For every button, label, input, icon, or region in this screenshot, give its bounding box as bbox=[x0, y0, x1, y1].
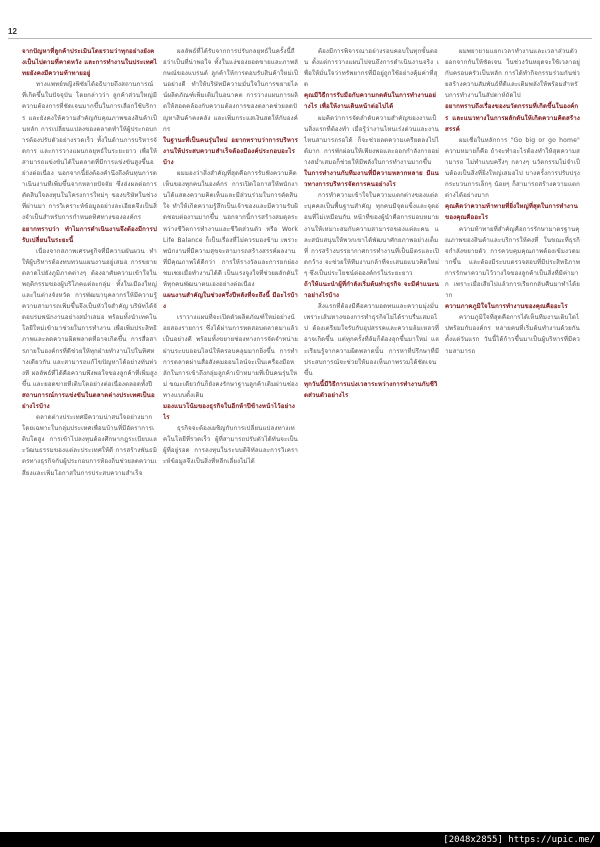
image-host-credit: [2048x2855] https://upic.me/ bbox=[443, 835, 595, 845]
article-paragraph: ต้องมีการพิจารณาอย่างรอบคอบในทุกขั้นตอน ตั้งแต่การวางแผนไปจนถึงการดำเนินงานจริง เพื่อให้มั่นใจว่าทรัพยากรที่มีอยู่ถูกใช้อย่างคุ้มค่าที่สุด bbox=[304, 48, 439, 89]
interview-question: สถานการณ์การแข่งขันในตลาดต่างประเทศเป็นอย่างไรบ้าง bbox=[22, 391, 155, 410]
interview-question: อยากทราบถึงเรื่องของนวัตกรรมที่เกิดขึ้นในองค์กร และแนวทางในการผลักดันให้เกิดความคิดสร้างสรรค์ bbox=[445, 103, 580, 133]
article-column-1 bbox=[22, 46, 157, 829]
article-paragraph: ผมเชื่อในหลักการ "Go big or go home" ความหมายก็คือ ถ้าจะทำอะไรต้องทำให้สุดความสามารถ ไม่ทำแบบครึ่งๆ กลางๆ นวัตกรรมไม่จำเป็นต้องเป็นสิ่งที่ยิ่งใหญ่เสมอไป บางครั้งการปรับปรุงกระบวนการเล็กๆ น้อยๆ ก็สามารถสร้างความแตกต่างได้อย่างมาก bbox=[445, 136, 580, 200]
interview-question: ทุกวันนี้มีวิธีการแบ่งเวลาระหว่างการทำงานกับชีวิตส่วนตัวอย่างไร bbox=[304, 380, 438, 399]
interview-question: อยากทราบว่า ทำไมการดำเนินงานจึงต้องมีการปรับเปลี่ยนในระยะนี้ bbox=[22, 225, 157, 244]
article-paragraph: ความภูมิใจที่สุดคือการได้เห็นทีมงานเติบโตไปพร้อมกับองค์กร หลายคนที่เริ่มต้นทำงานด้วยกันตั้งแต่วันแรก วันนี้ได้ก้าวขึ้นมาเป็นผู้บริหารที่มีความสามารถ bbox=[445, 314, 580, 355]
article-paragraph: การทำความเข้าใจในความแตกต่างของแต่ละบุคคลเป็นพื้นฐานสำคัญ ทุกคนมีจุดแข็งและจุดอ่อนที่ไม่เหมือนกัน หน้าที่ของผู้นำคือการมอบหมายงานให้เหมาะสมกับความสามารถของแต่ละคน และสนับสนุนให้พวกเขาได้พัฒนาศักยภาพอย่างเต็มที่ การสร้างบรรยากาศการทำงานที่เป็นมิตรและเปิดกว้าง จะช่วยให้ทีมงานกล้าที่จะเสนอแนวคิดใหม่ๆ ซึ่งเป็นประโยชน์ต่อองค์กรในระยะยาว bbox=[304, 192, 439, 277]
article-paragraph: ผลลัพธ์ที่ได้รับจากการปรับกลยุทธ์ในครั้งนี้ถือว่าเป็นที่น่าพอใจ ทั้งในแง่ของยอดขายและภาพลักษณ์ของแบรนด์ ลูกค้าให้การตอบรับสินค้าใหม่เป็นอย่างดี ทำให้บริษัทมีความมั่นใจในการขยายไลน์ผลิตภัณฑ์เพิ่มเติมในอนาคต การวางแผนการผลิตให้สอดคล้องกับความต้องการของตลาดช่วยลดปัญหาสินค้าคงคลัง และเพิ่มกระแสเงินสดให้กับองค์กร bbox=[163, 48, 298, 133]
article-paragraph: ความท้าทายที่สำคัญคือการรักษามาตรฐานคุณภาพของสินค้าและบริการให้คงที่ ในขณะที่ธุรกิจกำลังขยายตัว การควบคุมคุณภาพต้องเข้มงวดมากขึ้น และต้องมีระบบตรวจสอบที่มีประสิทธิภาพ การรักษาความไว้วางใจของลูกค้าเป็นสิ่งที่มีค่ามาก เพราะเมื่อเสียไปแล้วการเรียกกลับคืนมาทำได้ยาก bbox=[445, 225, 580, 300]
header-rule bbox=[8, 38, 592, 39]
interview-question: จากปัญหาที่ลูกค้าประเมินโดยรวมว่าทุกอย่างยังคงเป็นไปตามที่คาดหวัง และการทำงานในประเทศไทยยังคงมีความท้าทายอยู่ bbox=[22, 48, 157, 78]
page-number: 12 bbox=[8, 27, 17, 36]
article-paragraph: ผมคิดว่าการจัดลำดับความสำคัญของงานเป็นสิ่งแรกที่ต้องทำ เมื่อรู้ว่างานไหนเร่งด่วนและงานไหนสามารถรอได้ ก็จะช่วยลดความเครียดลงไปได้มาก การพักผ่อนให้เพียงพอและออกกำลังกายอย่างสม่ำเสมอก็ช่วยให้มีพลังในการทำงานมากขึ้น bbox=[304, 114, 439, 166]
article-paragraph: ทางแพทย์หญิงพิชัยได้อธิบายถึงสถานการณ์ที่เกิดขึ้นในปัจจุบัน โดยกล่าวว่า ลูกค้าส่วนใหญ่มีความต้องการที่ชัดเจนมากขึ้นในการเลือกใช้บริการ และยังคงให้ความสำคัญกับคุณภาพของสินค้าเป็นหลัก การเปลี่ยนแปลงของตลาดทำให้ผู้ประกอบการต้องปรับตัวอย่างรวดเร็ว ทั้งในด้านการบริหารจัดการ และการวางแผนกลยุทธ์ในระยะยาว เพื่อให้สามารถแข่งขันได้ในตลาดที่มีการแข่งขันสูงขึ้นอย่างต่อเนื่อง นอกจากนี้ยังต้องคำนึงถึงต้นทุนการดำเนินงานที่เพิ่มขึ้นจากหลายปัจจัย ซึ่งส่งผลต่อการตัดสินใจลงทุนในโครงการใหม่ๆ ของบริษัทในช่วงที่ผ่านมา การวิเคราะห์ข้อมูลอย่างละเอียดจึงเป็นสิ่งจำเป็นสำหรับการกำหนดทิศทางขององค์กร bbox=[22, 81, 157, 222]
article-paragraph: สิ่งแรกที่ต้องมีคือความอดทนและความมุ่งมั่น เพราะเส้นทางของการทำธุรกิจไม่ได้ราบรื่นเสมอไป ต้องเตรียมใจรับกับอุปสรรคและความล้มเหลวที่อาจเกิดขึ้น แต่ทุกครั้งที่ล้มก็ต้องลุกขึ้นมาใหม่ และเรียนรู้จากความผิดพลาดนั้น การหาที่ปรึกษาที่มีประสบการณ์จะช่วยให้มองเห็นภาพรวมได้ชัดเจนขึ้น bbox=[304, 303, 439, 377]
article-column-4 bbox=[445, 46, 580, 829]
interview-question: ในการทำงานกับทีมงานที่มีความหลากหลาย มีแนวทางการบริหารจัดการคนอย่างไร bbox=[304, 170, 439, 189]
article-column-2 bbox=[163, 46, 298, 829]
interview-question: ความภาคภูมิใจในการทำงานของคุณคืออะไร bbox=[445, 303, 568, 311]
article-paragraph: ธุรกิจจะต้องเผชิญกับการเปลี่ยนแปลงทางเทคโนโลยีที่รวดเร็ว ผู้ที่สามารถปรับตัวได้ทันจะเป็นผู้ที่อยู่รอด การลงทุนในระบบดิจิทัลและการวิเคราะห์ข้อมูลจึงเป็นสิ่งที่หลีกเลี่ยงไม่ได้ bbox=[163, 425, 298, 466]
article-paragraph: ผมมองว่าสิ่งสำคัญที่สุดคือการรับฟังความคิดเห็นของทุกคนในองค์กร การเปิดโอกาสให้พนักงานได้แสดงความคิดเห็นและมีส่วนร่วมในการตัดสินใจ ทำให้เกิดความรู้สึกเป็นเจ้าของและมีความรับผิดชอบต่องานมากขึ้น นอกจากนี้การสร้างสมดุลระหว่างชีวิตการทำงานและชีวิตส่วนตัว หรือ Work Life Balance ก็เป็นเรื่องที่ไม่ควรมองข้าม เพราะพนักงานที่มีความสุขจะสามารถสร้างสรรค์ผลงานที่มีคุณภาพได้ดีกว่า การให้รางวัลและการยกย่องชมเชยเมื่อทำงานได้ดี เป็นแรงจูงใจที่ช่วยผลักดันให้ทุกคนพัฒนาตนเองอย่างต่อเนื่อง bbox=[163, 170, 298, 288]
article-paragraph: ผมพยายามแยกเวลาทำงานและเวลาส่วนตัวออกจากกันให้ชัดเจน ในช่วงวันหยุดจะใช้เวลาอยู่กับครอบครัวเป็นหลัก การได้ทำกิจกรรมร่วมกันช่วยสร้างความสัมพันธ์ที่ดีและเติมพลังให้พร้อมสำหรับการทำงานในสัปดาห์ถัดไป bbox=[445, 48, 580, 100]
image-host-bar bbox=[0, 832, 600, 847]
interview-question: คุณมีวิธีการรับมือกับความกดดันในการทำงานอย่างไร เพื่อให้งานเดินหน้าต่อไปได้ bbox=[304, 92, 437, 111]
article-column-3 bbox=[304, 46, 439, 829]
article-paragraph: ตลาดต่างประเทศมีความน่าสนใจอย่างมาก โดยเฉพาะในกลุ่มประเทศเพื่อนบ้านที่มีอัตราการเติบโตสูง การเข้าไปลงทุนต้องศึกษากฎระเบียบและวัฒนธรรมของแต่ละประเทศให้ดี การสร้างพันธมิตรทางธุรกิจกับผู้ประกอบการท้องถิ่นช่วยลดความเสี่ยงและเพิ่มโอกาสในการประสบความสำเร็จ bbox=[22, 414, 157, 477]
article-paragraph: เราวางแผนที่จะเปิดตัวผลิตภัณฑ์ใหม่อย่างน้อยสองรายการ ซึ่งได้ผ่านการทดสอบตลาดมาแล้วเป็นอย่างดี พร้อมทั้งขยายช่องทางการจัดจำหน่ายผ่านระบบออนไลน์ให้ครอบคลุมมากยิ่งขึ้น การทำการตลาดผ่านสื่อสังคมออนไลน์จะเป็นเครื่องมือหลักในการเข้าถึงกลุ่มลูกค้าเป้าหมายที่เป็นคนรุ่นใหม่ ขณะเดียวกันก็ยังคงรักษาฐานลูกค้าเดิมผ่านช่องทางแบบดั้งเดิม bbox=[163, 314, 298, 399]
article-paragraph: เนื่องจากสภาพเศรษฐกิจที่มีความผันผวน ทำให้ผู้บริหารต้องทบทวนแผนงานอยู่เสมอ การขยายตลาดไปยังภูมิภาคต่างๆ ต้องอาศัยความเข้าใจในพฤติกรรมของผู้บริโภคแต่ละกลุ่ม ทั้งในเมืองใหญ่และในต่างจังหวัด การพัฒนาบุคลากรให้มีความรู้ความสามารถเพิ่มขึ้นจึงเป็นหัวใจสำคัญ บริษัทได้จัดอบรมพนักงานอย่างสม่ำเสมอ พร้อมทั้งนำเทคโนโลยีใหม่เข้ามาช่วยในการทำงาน เพื่อเพิ่มประสิทธิภาพและลดความผิดพลาดที่อาจเกิดขึ้น การสื่อสารภายในองค์กรที่ดีช่วยให้ทุกฝ่ายทำงานไปในทิศทางเดียวกัน และสามารถแก้ไขปัญหาได้อย่างทันท่วงที ผลลัพธ์ที่ได้คือความพึงพอใจของลูกค้าที่เพิ่มสูงขึ้น และยอดขายที่เติบโตอย่างต่อเนื่องตลอดทั้งปี bbox=[22, 247, 157, 388]
interview-question: แผนงานสำคัญในช่วงครึ่งปีหลังที่จะถึงนี้ มีอะไรบ้าง bbox=[163, 292, 298, 311]
interview-question: ในฐานะที่เป็นคนรุ่นใหม่ อยากทราบว่าการบริหารงานให้ประสบความสำเร็จต้องมีองค์ประกอบอะไรบ้าง bbox=[163, 136, 298, 166]
interview-question: ถ้าให้แนะนำผู้ที่กำลังเริ่มต้นทำธุรกิจ จะมีคำแนะนำอย่างไรบ้าง bbox=[304, 280, 439, 300]
interview-question: มองแนวโน้มของธุรกิจในอีกห้าปีข้างหน้าไว้อย่างไร bbox=[163, 403, 296, 422]
interview-question: คุณคิดว่าความท้าทายที่ยิ่งใหญ่ที่สุดในการทำงานของคุณคืออะไร bbox=[445, 203, 578, 222]
